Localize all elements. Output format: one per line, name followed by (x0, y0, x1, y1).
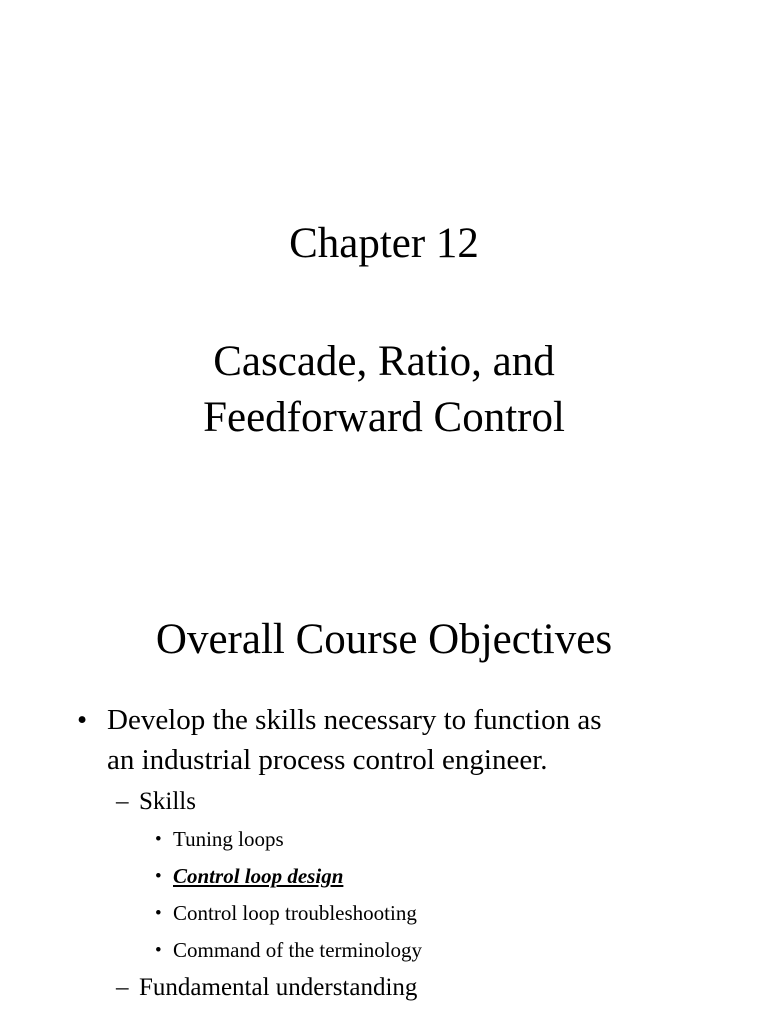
dash-marker: – (116, 788, 129, 815)
bullet-marker: • (155, 903, 162, 924)
bullet-marker: • (155, 940, 162, 961)
bullet-list (0, 700, 768, 1005)
skill-item (0, 821, 768, 858)
chapter-subtitle (0, 334, 768, 446)
sub-item-label: Skills (139, 788, 196, 815)
skill-item (0, 895, 768, 932)
subtitle-line-1: Cascade, Ratio, and (213, 338, 555, 385)
skill-text: Tuning loops (173, 827, 284, 851)
bullet-item (0, 700, 768, 780)
skill-text: Control loop troubleshooting (173, 901, 417, 925)
slide-title: Overall Course Objectives (155, 616, 613, 663)
skill-item (0, 932, 768, 969)
bullet-marker: • (155, 866, 162, 887)
bullet-line-1: Develop the skills necessary to function as (107, 704, 602, 736)
sub-item-label: Fundamental understanding (139, 974, 418, 1001)
bullet-marker: • (155, 829, 162, 850)
sub-item-skills (0, 785, 768, 819)
objectives-slide (0, 520, 768, 1024)
chapter-heading: Chapter 12 (289, 220, 479, 267)
bullet-marker: • (77, 704, 88, 736)
skill-item (0, 858, 768, 895)
bullet-line-2: an industrial process control engineer. (107, 744, 548, 776)
skill-text: Command of the terminology (173, 938, 423, 962)
skill-text-emphasized: Control loop design (173, 864, 344, 888)
sub-item-fundamental (0, 971, 768, 1005)
dash-marker: – (116, 974, 129, 1001)
subtitle-line-2: Feedforward Control (203, 394, 565, 441)
